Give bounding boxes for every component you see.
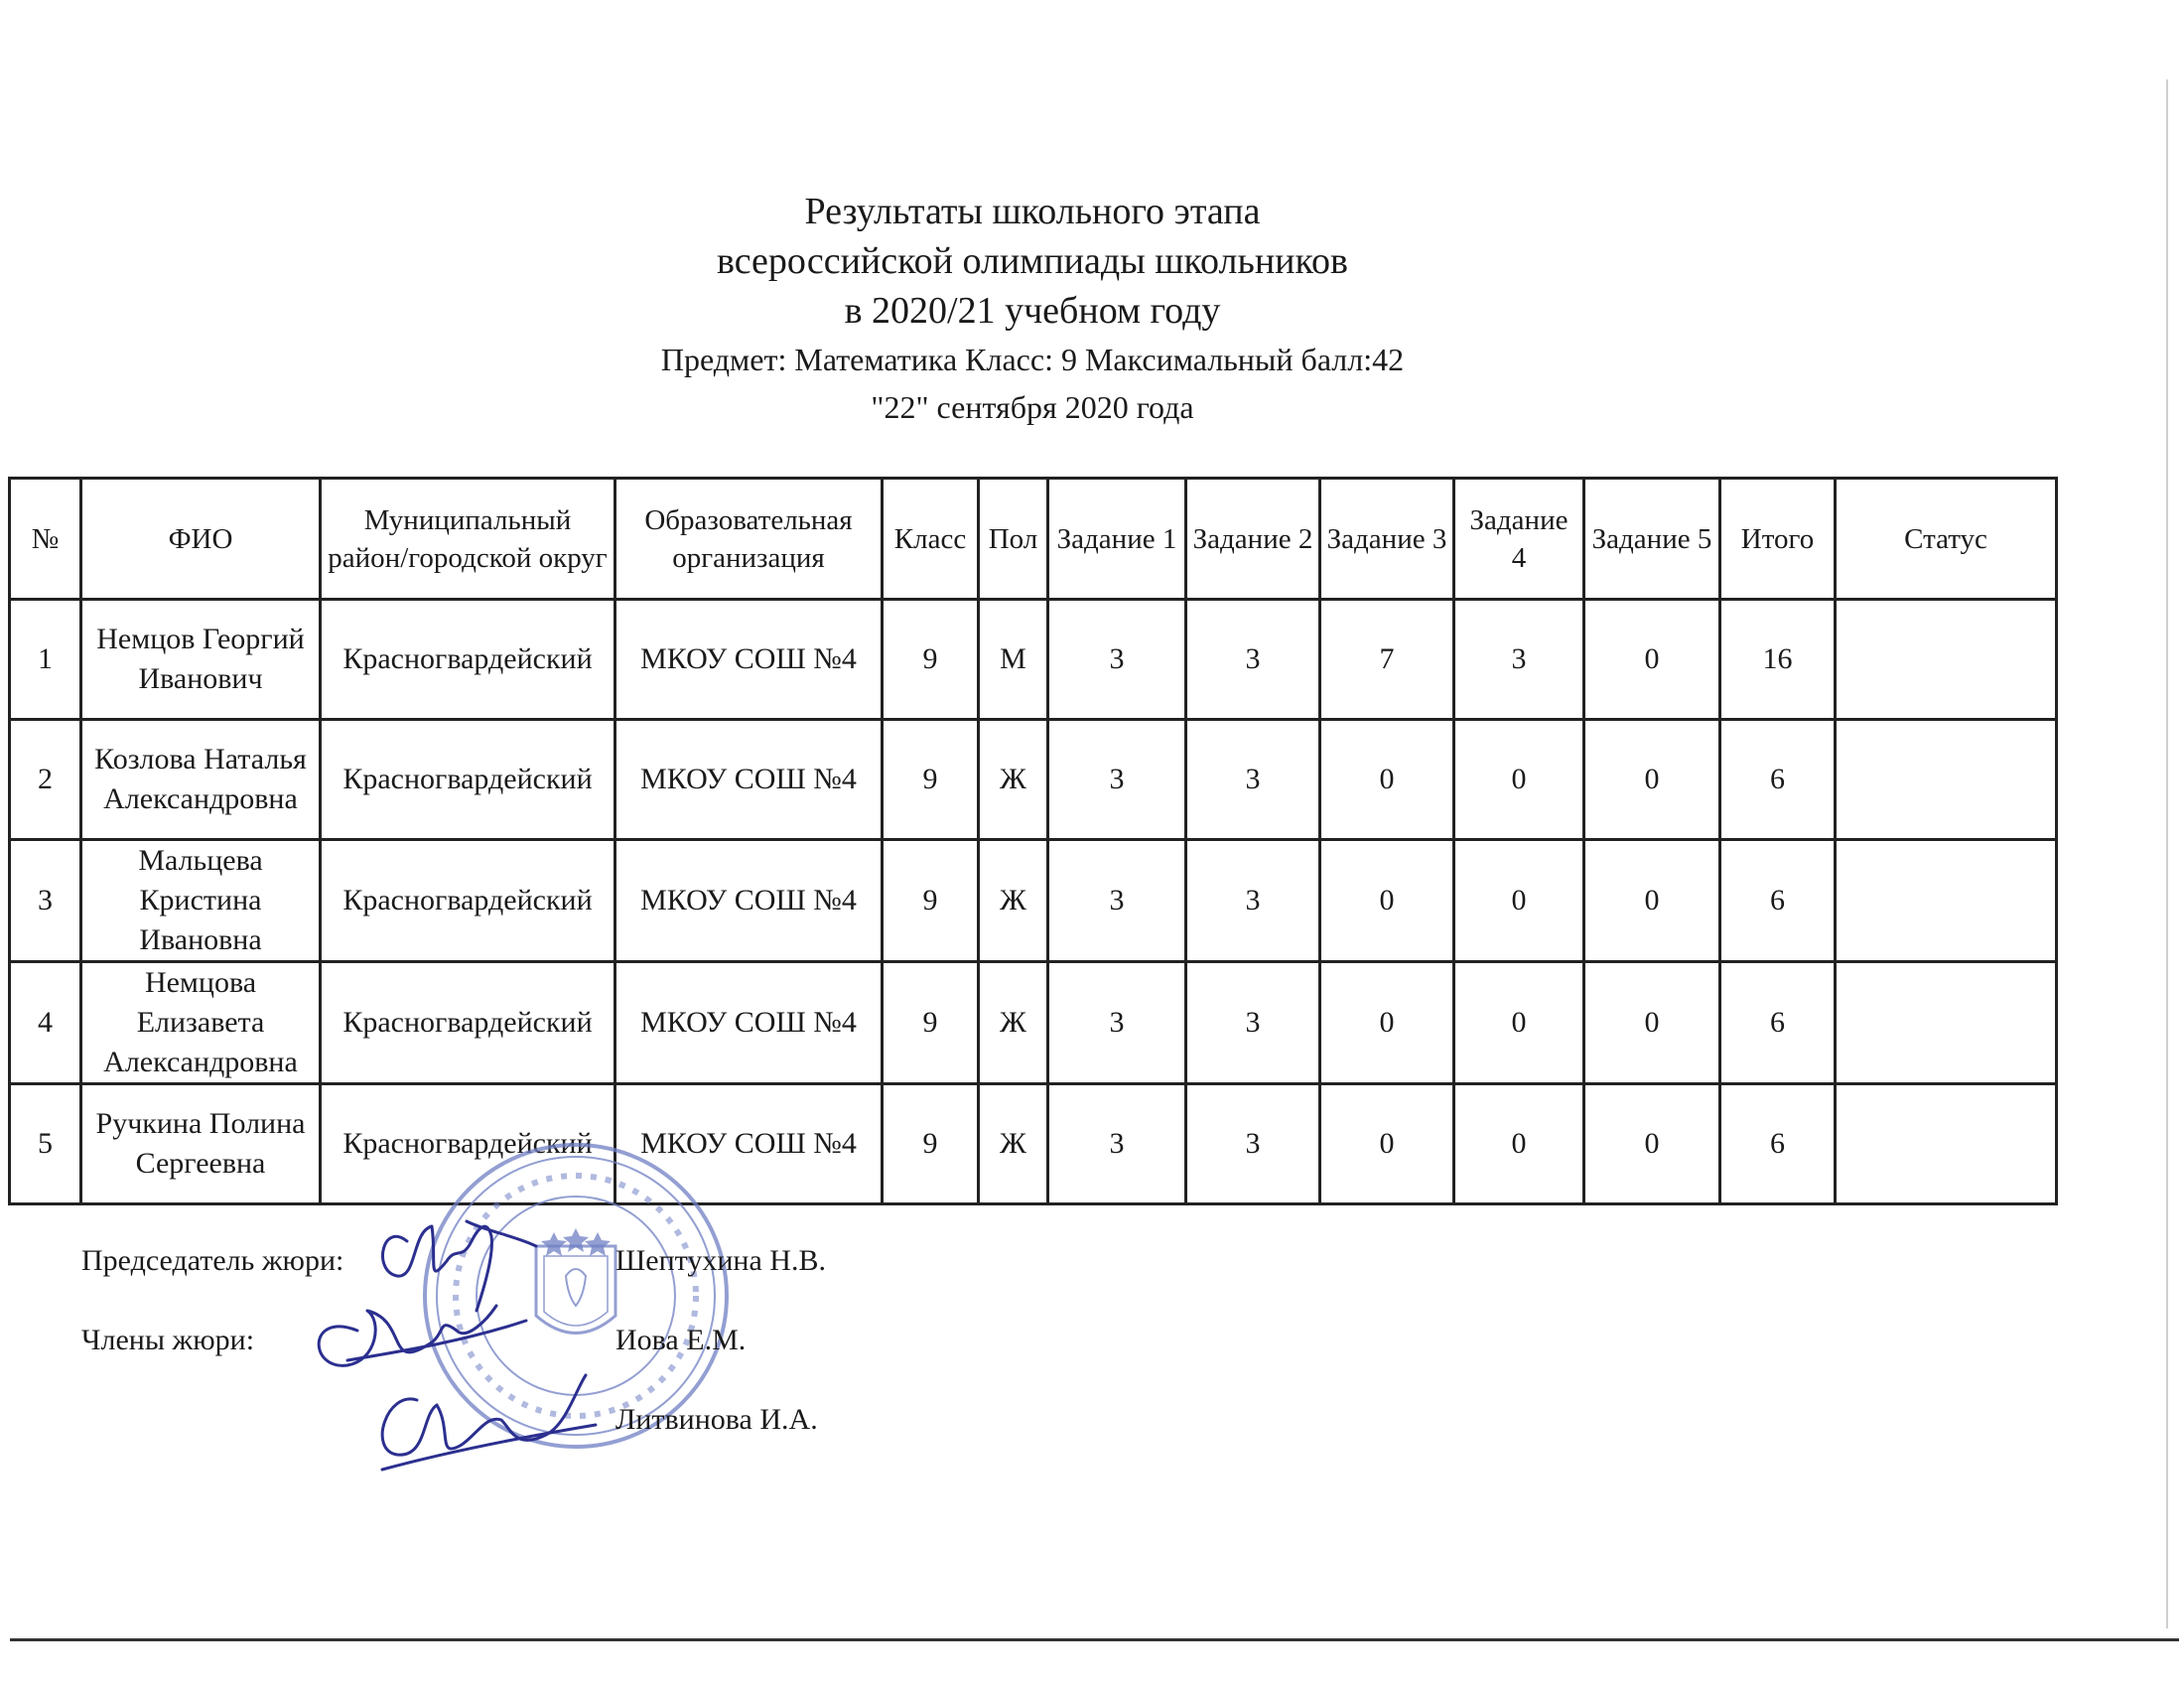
cell-district: Красногвардейский xyxy=(321,1084,615,1204)
table-row xyxy=(10,1084,2057,1204)
cell-total: 6 xyxy=(1720,1084,1836,1204)
cell-task-3: 7 xyxy=(1320,600,1454,720)
cell-organization: МКОУ СОШ №4 xyxy=(615,600,883,720)
scan-bottom-rule xyxy=(10,1638,2179,1641)
col-header-status: Статус xyxy=(1836,479,2057,600)
cell-sex: Ж xyxy=(979,840,1048,962)
cell-fio: Ручкина Полина Сергеевна xyxy=(81,1084,321,1204)
col-header-task-2: Задание 2 xyxy=(1186,479,1320,600)
cell-task-1: 3 xyxy=(1048,840,1186,962)
cell-total: 6 xyxy=(1720,840,1836,962)
cell-sex: Ж xyxy=(979,962,1048,1084)
cell-status xyxy=(1836,600,2057,720)
cell-number: 3 xyxy=(10,840,81,962)
col-header-district: Муниципальный район/городской округ xyxy=(321,479,615,600)
col-header-organization: Образовательная организация xyxy=(615,479,883,600)
jury-chair-label: Председатель жюри: xyxy=(81,1244,344,1277)
cell-fio: Немцов Георгий Иванович xyxy=(81,600,321,720)
cell-district: Красногвардейский xyxy=(321,600,615,720)
cell-task-1: 3 xyxy=(1048,600,1186,720)
cell-district: Красногвардейский xyxy=(321,720,615,840)
col-header-total: Итого xyxy=(1720,479,1836,600)
cell-task-4: 3 xyxy=(1454,600,1584,720)
cell-task-2: 3 xyxy=(1186,720,1320,840)
jury-member-name: Литвинова И.А. xyxy=(615,1403,818,1436)
cell-number: 4 xyxy=(10,962,81,1084)
cell-fio: Козлова Наталья Александровна xyxy=(81,720,321,840)
cell-grade: 9 xyxy=(883,600,979,720)
results-table xyxy=(8,477,2058,1205)
cell-task-2: 3 xyxy=(1186,600,1320,720)
cell-task-3: 0 xyxy=(1320,1084,1454,1204)
jury-member-name: Иова Е.М. xyxy=(615,1324,747,1356)
cell-task-4: 0 xyxy=(1454,840,1584,962)
cell-task-5: 0 xyxy=(1584,1084,1720,1204)
table-row xyxy=(10,720,2057,840)
subject-line: Предмет: Математика Класс: 9 Максимальный балл:42 xyxy=(660,342,1405,377)
document-header xyxy=(0,187,2065,431)
cell-number: 5 xyxy=(10,1084,81,1204)
jury-chair-name: Шептухина Н.В. xyxy=(615,1244,826,1277)
title-line-3: в 2020/21 учебном году xyxy=(844,290,1221,332)
cell-fio: Немцова Елизавета Александровна xyxy=(81,962,321,1084)
table-row xyxy=(10,600,2057,720)
cell-grade: 9 xyxy=(883,840,979,962)
cell-sex: Ж xyxy=(979,1084,1048,1204)
cell-task-1: 3 xyxy=(1048,1084,1186,1204)
cell-grade: 9 xyxy=(883,1084,979,1204)
cell-task-1: 3 xyxy=(1048,720,1186,840)
cell-total: 6 xyxy=(1720,962,1836,1084)
title-line-2: всероссийской олимпиады школьников xyxy=(717,240,1348,282)
cell-task-4: 0 xyxy=(1454,962,1584,1084)
cell-grade: 9 xyxy=(883,720,979,840)
col-header-fio: ФИО xyxy=(81,479,321,600)
col-header-grade: Класс xyxy=(883,479,979,600)
cell-total: 6 xyxy=(1720,720,1836,840)
table-row xyxy=(10,840,2057,962)
title-line-1: Результаты школьного этапа xyxy=(804,191,1261,232)
jury-members-label: Члены жюри: xyxy=(81,1324,255,1356)
cell-sex: Ж xyxy=(979,720,1048,840)
cell-task-5: 0 xyxy=(1584,840,1720,962)
scan-edge-rule xyxy=(2166,79,2168,1628)
cell-organization: МКОУ СОШ №4 xyxy=(615,840,883,962)
cell-task-2: 3 xyxy=(1186,962,1320,1084)
cell-status xyxy=(1836,840,2057,962)
cell-organization: МКОУ СОШ №4 xyxy=(615,962,883,1084)
cell-task-5: 0 xyxy=(1584,600,1720,720)
date-line: "22" сентября 2020 года xyxy=(871,389,1194,425)
cell-total: 16 xyxy=(1720,600,1836,720)
table-row xyxy=(10,962,2057,1084)
cell-sex: М xyxy=(979,600,1048,720)
cell-organization: МКОУ СОШ №4 xyxy=(615,1084,883,1204)
cell-task-5: 0 xyxy=(1584,962,1720,1084)
cell-district: Красногвардейский xyxy=(321,840,615,962)
cell-task-3: 0 xyxy=(1320,720,1454,840)
cell-task-1: 3 xyxy=(1048,962,1186,1084)
col-header-task-1: Задание 1 xyxy=(1048,479,1186,600)
cell-status xyxy=(1836,1084,2057,1204)
col-header-task-5: Задание 5 xyxy=(1584,479,1720,600)
col-header-task-4: Задание 4 xyxy=(1454,479,1584,600)
cell-number: 2 xyxy=(10,720,81,840)
cell-grade: 9 xyxy=(883,962,979,1084)
col-header-sex: Пол xyxy=(979,479,1048,600)
cell-task-2: 3 xyxy=(1186,840,1320,962)
cell-status xyxy=(1836,720,2057,840)
cell-task-5: 0 xyxy=(1584,720,1720,840)
cell-status xyxy=(1836,962,2057,1084)
col-header-number: № xyxy=(10,479,81,600)
cell-task-4: 0 xyxy=(1454,720,1584,840)
cell-fio: Мальцева Кристина Ивановна xyxy=(81,840,321,962)
cell-task-4: 0 xyxy=(1454,1084,1584,1204)
cell-task-3: 0 xyxy=(1320,840,1454,962)
cell-district: Красногвардейский xyxy=(321,962,615,1084)
cell-task-3: 0 xyxy=(1320,962,1454,1084)
cell-organization: МКОУ СОШ №4 xyxy=(615,720,883,840)
col-header-task-3: Задание 3 xyxy=(1320,479,1454,600)
cell-task-2: 3 xyxy=(1186,1084,1320,1204)
cell-number: 1 xyxy=(10,600,81,720)
table-header-row xyxy=(10,479,2057,600)
